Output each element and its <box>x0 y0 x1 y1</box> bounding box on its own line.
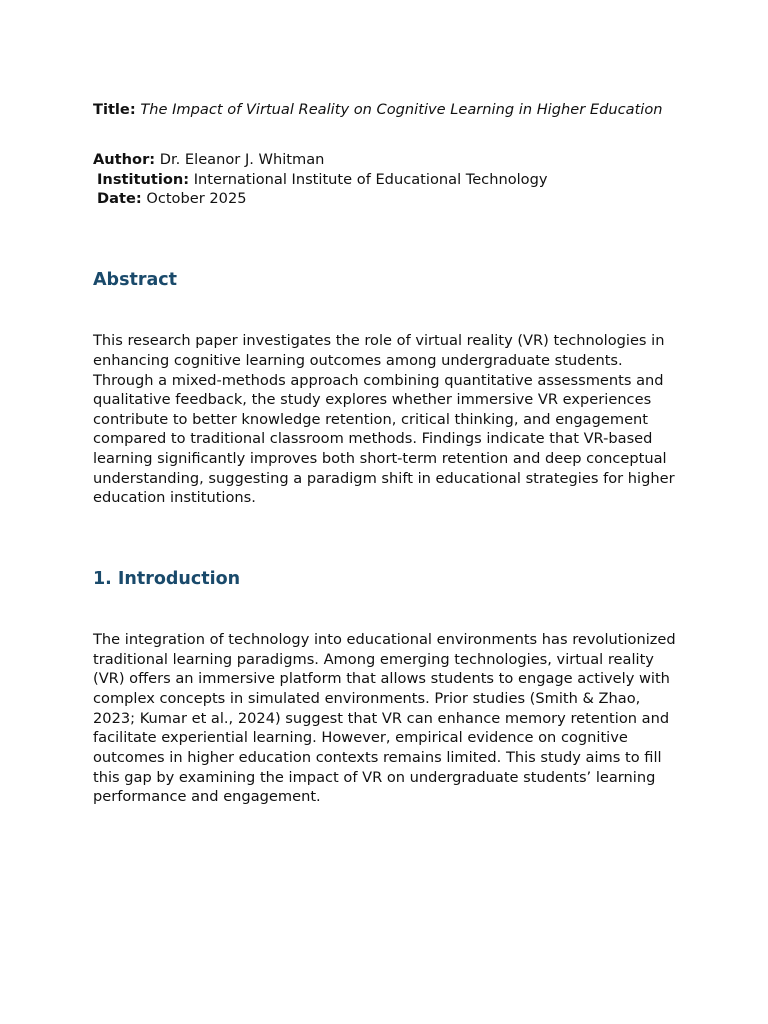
abstract-heading: Abstract <box>93 270 178 291</box>
date-line <box>93 189 683 209</box>
institution-name: International Institute of Educational Technology <box>193 170 548 188</box>
introduction-paragraph: The integration of technology into educational environments has revolutionized traditional learning paradigms. Among emerging technologies, virtual reality (VR) offers an immersive platform that allows students to engage actively with complex concepts in simulated environments. Prior studies (Smith & Zhao, 2023; Kumar et al., 2024) suggest that VR can enhance memory retention and facilitate experiential learning. However, empirical evidence on cognitive outcomes in higher education contexts remains limited. This study aims to fill this gap by examining the impact of VR on undergraduate students’ learning performance and engagement. <box>93 631 676 806</box>
title-label: Title: <box>93 101 136 118</box>
institution-label: Institution: <box>97 170 190 188</box>
author-line <box>93 150 683 170</box>
author-name: Dr. Eleanor J. Whitman <box>159 150 325 168</box>
paper-title: The Impact of Virtual Reality on Cognitive Learning in Higher Education <box>140 101 663 118</box>
date-label: Date: <box>97 190 142 208</box>
author-block <box>93 150 683 209</box>
introduction-heading: 1. Introduction <box>93 569 241 590</box>
date-value: October 2025 <box>146 190 247 208</box>
title-line <box>93 100 683 120</box>
abstract-paragraph: This research paper investigates the role of virtual reality (VR) technologies in enhancing cognitive learning outcomes among undergraduate students. Through a mixed-methods approach combining quantitative assessments and qualitative feedback, the study explores whether immersive VR experiences contribute to better knowledge retention, critical thinking, and engagement compared to traditional classroom methods. Findings indicate that VR-based learning significantly improves both short-term retention and deep conceptual understanding, suggesting a paradigm shift in educational strategies for higher education institutions. <box>93 332 675 507</box>
author-label: Author: <box>93 150 156 168</box>
institution-line <box>93 170 683 190</box>
document-page <box>93 100 683 807</box>
